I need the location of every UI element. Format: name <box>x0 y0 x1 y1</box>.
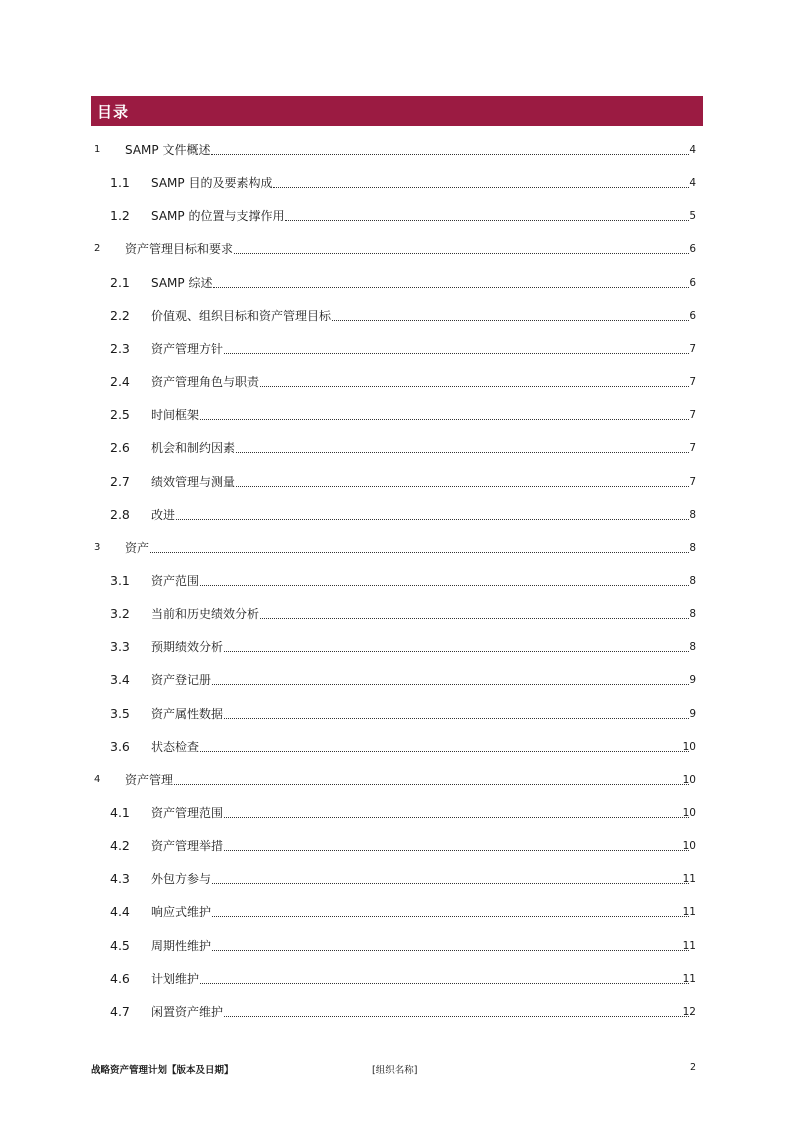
toc-entry-page-number: 11 <box>682 939 696 952</box>
toc-entry-number: 4.2 <box>110 838 130 854</box>
toc-entry[interactable] <box>0 306 793 324</box>
toc-entry[interactable] <box>0 1002 793 1020</box>
toc-entry-page-number: 10 <box>682 740 696 753</box>
toc-dot-leader <box>213 286 689 288</box>
toc-entry-leader <box>151 374 689 390</box>
toc-entry[interactable] <box>0 571 793 589</box>
toc-entry-leader <box>151 639 689 655</box>
toc-dot-leader <box>224 849 689 851</box>
toc-entry-title: 价值观、组织目标和资产管理目标 <box>151 308 332 323</box>
toc-entry-title: 外包方参与 <box>151 872 212 887</box>
toc-entry-title: 资产范围 <box>151 573 200 588</box>
toc-entry-title: 绩效管理与测量 <box>151 474 236 489</box>
footer-page-number: 2 <box>689 1062 696 1073</box>
toc-entry-page-number: 11 <box>682 906 696 919</box>
toc-entry-leader <box>125 540 689 556</box>
toc-entry[interactable] <box>0 140 793 158</box>
toc-entry[interactable] <box>0 969 793 987</box>
toc-entry-number: 3.4 <box>110 672 130 688</box>
toc-dot-leader <box>285 219 689 221</box>
toc-entry-title: SAMP 目的及要素构成 <box>151 176 273 191</box>
toc-entry-leader <box>151 573 689 589</box>
toc-entry-number: 3.1 <box>110 572 130 588</box>
toc-entry[interactable] <box>0 836 793 854</box>
toc-entry[interactable] <box>0 472 793 490</box>
toc-entry-leader <box>151 871 689 887</box>
toc-entry-number: 2.8 <box>110 506 130 522</box>
toc-entry[interactable] <box>0 869 793 887</box>
toc-dot-leader <box>224 717 689 719</box>
toc-entry[interactable] <box>0 173 793 191</box>
toc-entry-leader <box>151 175 689 191</box>
toc-entry-number: 1.2 <box>110 208 130 224</box>
toc-entry-number: 2.7 <box>110 473 130 489</box>
toc-dot-leader <box>212 683 689 685</box>
toc-dot-leader <box>332 319 689 321</box>
toc-entry-page-number: 6 <box>689 309 696 322</box>
toc-entry[interactable] <box>0 339 793 357</box>
toc-entry[interactable] <box>0 637 793 655</box>
toc-entry[interactable] <box>0 239 793 257</box>
toc-entry-title: 资产管理举措 <box>151 839 224 854</box>
toc-entry-number: 2.5 <box>110 407 130 423</box>
toc-entry-number: 3.6 <box>110 738 130 754</box>
toc-entry-number: 2.4 <box>110 374 130 390</box>
toc-entry-leader <box>151 672 689 688</box>
toc-entry-page-number: 5 <box>689 210 696 223</box>
toc-entry-title: 预期绩效分析 <box>151 640 224 655</box>
toc-dot-leader <box>260 385 689 387</box>
toc-entry[interactable] <box>0 538 793 556</box>
footer-organization-name: [组织名称] <box>372 1065 418 1076</box>
toc-entry-number: 4 <box>94 773 101 785</box>
toc-entry[interactable] <box>0 803 793 821</box>
toc-entry-title: 响应式维护 <box>151 905 212 920</box>
toc-dot-leader <box>236 451 689 453</box>
toc-entry-number: 1.1 <box>110 175 130 191</box>
toc-entry-page-number: 11 <box>682 873 696 886</box>
toc-entry-title: 状态检查 <box>151 739 200 754</box>
toc-entry-page-number: 8 <box>689 574 696 587</box>
toc-entry-number: 4.7 <box>110 1003 130 1019</box>
toc-entry-leader <box>151 507 689 523</box>
toc-dot-leader <box>224 1015 689 1017</box>
toc-entry-leader <box>151 275 689 291</box>
toc-entry-leader <box>151 739 689 755</box>
toc-dot-leader <box>212 915 689 917</box>
toc-entry-title: 资产管理范围 <box>151 806 224 820</box>
toc-dot-leader <box>150 551 689 553</box>
toc-entry-page-number: 10 <box>682 840 696 853</box>
toc-entry[interactable] <box>0 438 793 456</box>
toc-dot-leader <box>224 352 689 354</box>
toc-entry-page-number: 8 <box>689 608 696 621</box>
toc-entry-title: 周期性维护 <box>151 938 212 953</box>
toc-entry-number: 3.2 <box>110 606 130 622</box>
toc-entry[interactable] <box>0 273 793 291</box>
toc-dot-leader <box>260 617 689 619</box>
toc-entry-leader <box>125 142 689 158</box>
toc-dot-leader <box>273 186 689 188</box>
toc-entry-number: 3 <box>94 541 101 553</box>
toc-entry-leader <box>151 971 689 987</box>
toc-heading: 目录 <box>97 102 130 121</box>
toc-entry-title: 计划维护 <box>151 971 200 986</box>
toc-entry-page-number: 12 <box>682 1005 696 1018</box>
toc-entry[interactable] <box>0 770 793 788</box>
toc-entry-page-number: 6 <box>689 276 696 289</box>
toc-entry-title: 机会和制约因素 <box>151 441 236 456</box>
toc-entry-title: 资产管理 <box>125 772 174 787</box>
toc-entry-page-number: 7 <box>689 475 696 488</box>
toc-entry[interactable] <box>0 372 793 390</box>
toc-entry-leader <box>151 838 689 854</box>
toc-entry-page-number: 8 <box>689 641 696 654</box>
toc-entry-leader <box>151 440 689 456</box>
toc-entry-number: 4.6 <box>110 970 130 986</box>
toc-entry[interactable] <box>0 604 793 622</box>
toc-entry-page-number: 6 <box>689 243 696 256</box>
toc-entry-page-number: 7 <box>689 409 696 422</box>
toc-entry-number: 3.5 <box>110 705 130 721</box>
toc-entry-page-number: 9 <box>689 707 696 720</box>
toc-entry-page-number: 8 <box>689 508 696 521</box>
toc-dot-leader <box>211 153 689 155</box>
toc-entry-number: 1 <box>94 144 101 155</box>
toc-entry-title: SAMP 综述 <box>151 275 213 290</box>
toc-dot-leader <box>234 252 689 254</box>
toc-dot-leader <box>212 949 689 951</box>
toc-dot-leader <box>224 816 689 818</box>
toc-dot-leader <box>200 750 689 752</box>
toc-entry-leader <box>151 1004 689 1020</box>
toc-dot-leader <box>200 584 689 586</box>
toc-entry-number: 2 <box>94 243 101 255</box>
toc-entry-leader <box>151 308 689 324</box>
toc-entry-leader <box>151 341 689 357</box>
toc-dot-leader <box>200 982 689 984</box>
toc-entry-number: 4.1 <box>110 805 130 820</box>
toc-entry-leader <box>151 805 689 821</box>
toc-entry-title: 资产管理方针 <box>151 341 224 356</box>
toc-entry-leader <box>151 474 689 490</box>
toc-dot-leader <box>200 418 689 420</box>
toc-entry-page-number: 10 <box>682 773 696 786</box>
toc-entry-page-number: 7 <box>689 342 696 355</box>
toc-entry-leader <box>125 241 689 257</box>
toc-dot-leader <box>212 882 689 884</box>
toc-entry[interactable] <box>0 902 793 920</box>
toc-dot-leader <box>176 518 689 520</box>
toc-entry-title: 资产管理目标和要求 <box>125 242 234 257</box>
toc-entry-number: 2.6 <box>110 440 130 456</box>
toc-entry-page-number: 7 <box>689 442 696 455</box>
toc-entry[interactable] <box>0 936 793 954</box>
toc-entry-leader <box>125 772 689 788</box>
toc-entry[interactable] <box>0 670 793 688</box>
toc-entry-title: 资产登记册 <box>151 673 212 688</box>
toc-entry-page-number: 9 <box>689 674 696 687</box>
toc-entry-number: 4.3 <box>110 871 130 887</box>
page-footer <box>0 1062 793 1076</box>
toc-entry-title: 资产属性数据 <box>151 706 224 721</box>
toc-entry-leader <box>151 904 689 920</box>
toc-entry-title: 资产 <box>125 540 150 555</box>
toc-entry[interactable] <box>0 206 793 224</box>
toc-entry-title: SAMP 的位置与支撑作用 <box>151 209 285 224</box>
toc-entry-page-number: 11 <box>682 972 696 985</box>
toc-entry[interactable] <box>0 737 793 755</box>
toc-entry-leader <box>151 208 689 224</box>
toc-entry-page-number: 4 <box>689 177 696 190</box>
toc-entry-leader <box>151 706 689 722</box>
toc-entry-title: 改进 <box>151 507 176 522</box>
toc-entry-leader <box>151 606 689 622</box>
toc-dot-leader <box>236 485 689 487</box>
toc-entry-title: 当前和历史绩效分析 <box>151 607 260 622</box>
toc-entry-title: 资产管理角色与职责 <box>151 375 260 390</box>
toc-entry[interactable] <box>0 505 793 523</box>
toc-entry-page-number: 7 <box>689 376 696 389</box>
toc-entry-leader <box>151 938 689 954</box>
toc-entry-number: 3.3 <box>110 639 130 655</box>
footer-document-title: 战略资产管理计划【版本及日期】 <box>91 1065 234 1076</box>
toc-entry-title: 闲置资产维护 <box>151 1004 224 1019</box>
toc-entry-leader <box>151 407 689 423</box>
toc-entry-number: 4.4 <box>110 904 130 920</box>
toc-entry-page-number: 4 <box>689 144 696 156</box>
toc-entry-page-number: 10 <box>682 807 696 819</box>
toc-entry-number: 2.3 <box>110 340 130 356</box>
toc-entry-number: 4.5 <box>110 937 130 953</box>
toc-entry-title: 时间框架 <box>151 408 200 423</box>
toc-entry-number: 2.2 <box>110 307 130 323</box>
toc-dot-leader <box>224 650 689 652</box>
toc-entry[interactable] <box>0 405 793 423</box>
toc-dot-leader <box>174 783 689 785</box>
toc-entry-number: 2.1 <box>110 274 130 290</box>
toc-entry-page-number: 8 <box>689 541 696 554</box>
toc-entry[interactable] <box>0 704 793 722</box>
toc-entry-title: SAMP 文件概述 <box>125 143 211 157</box>
